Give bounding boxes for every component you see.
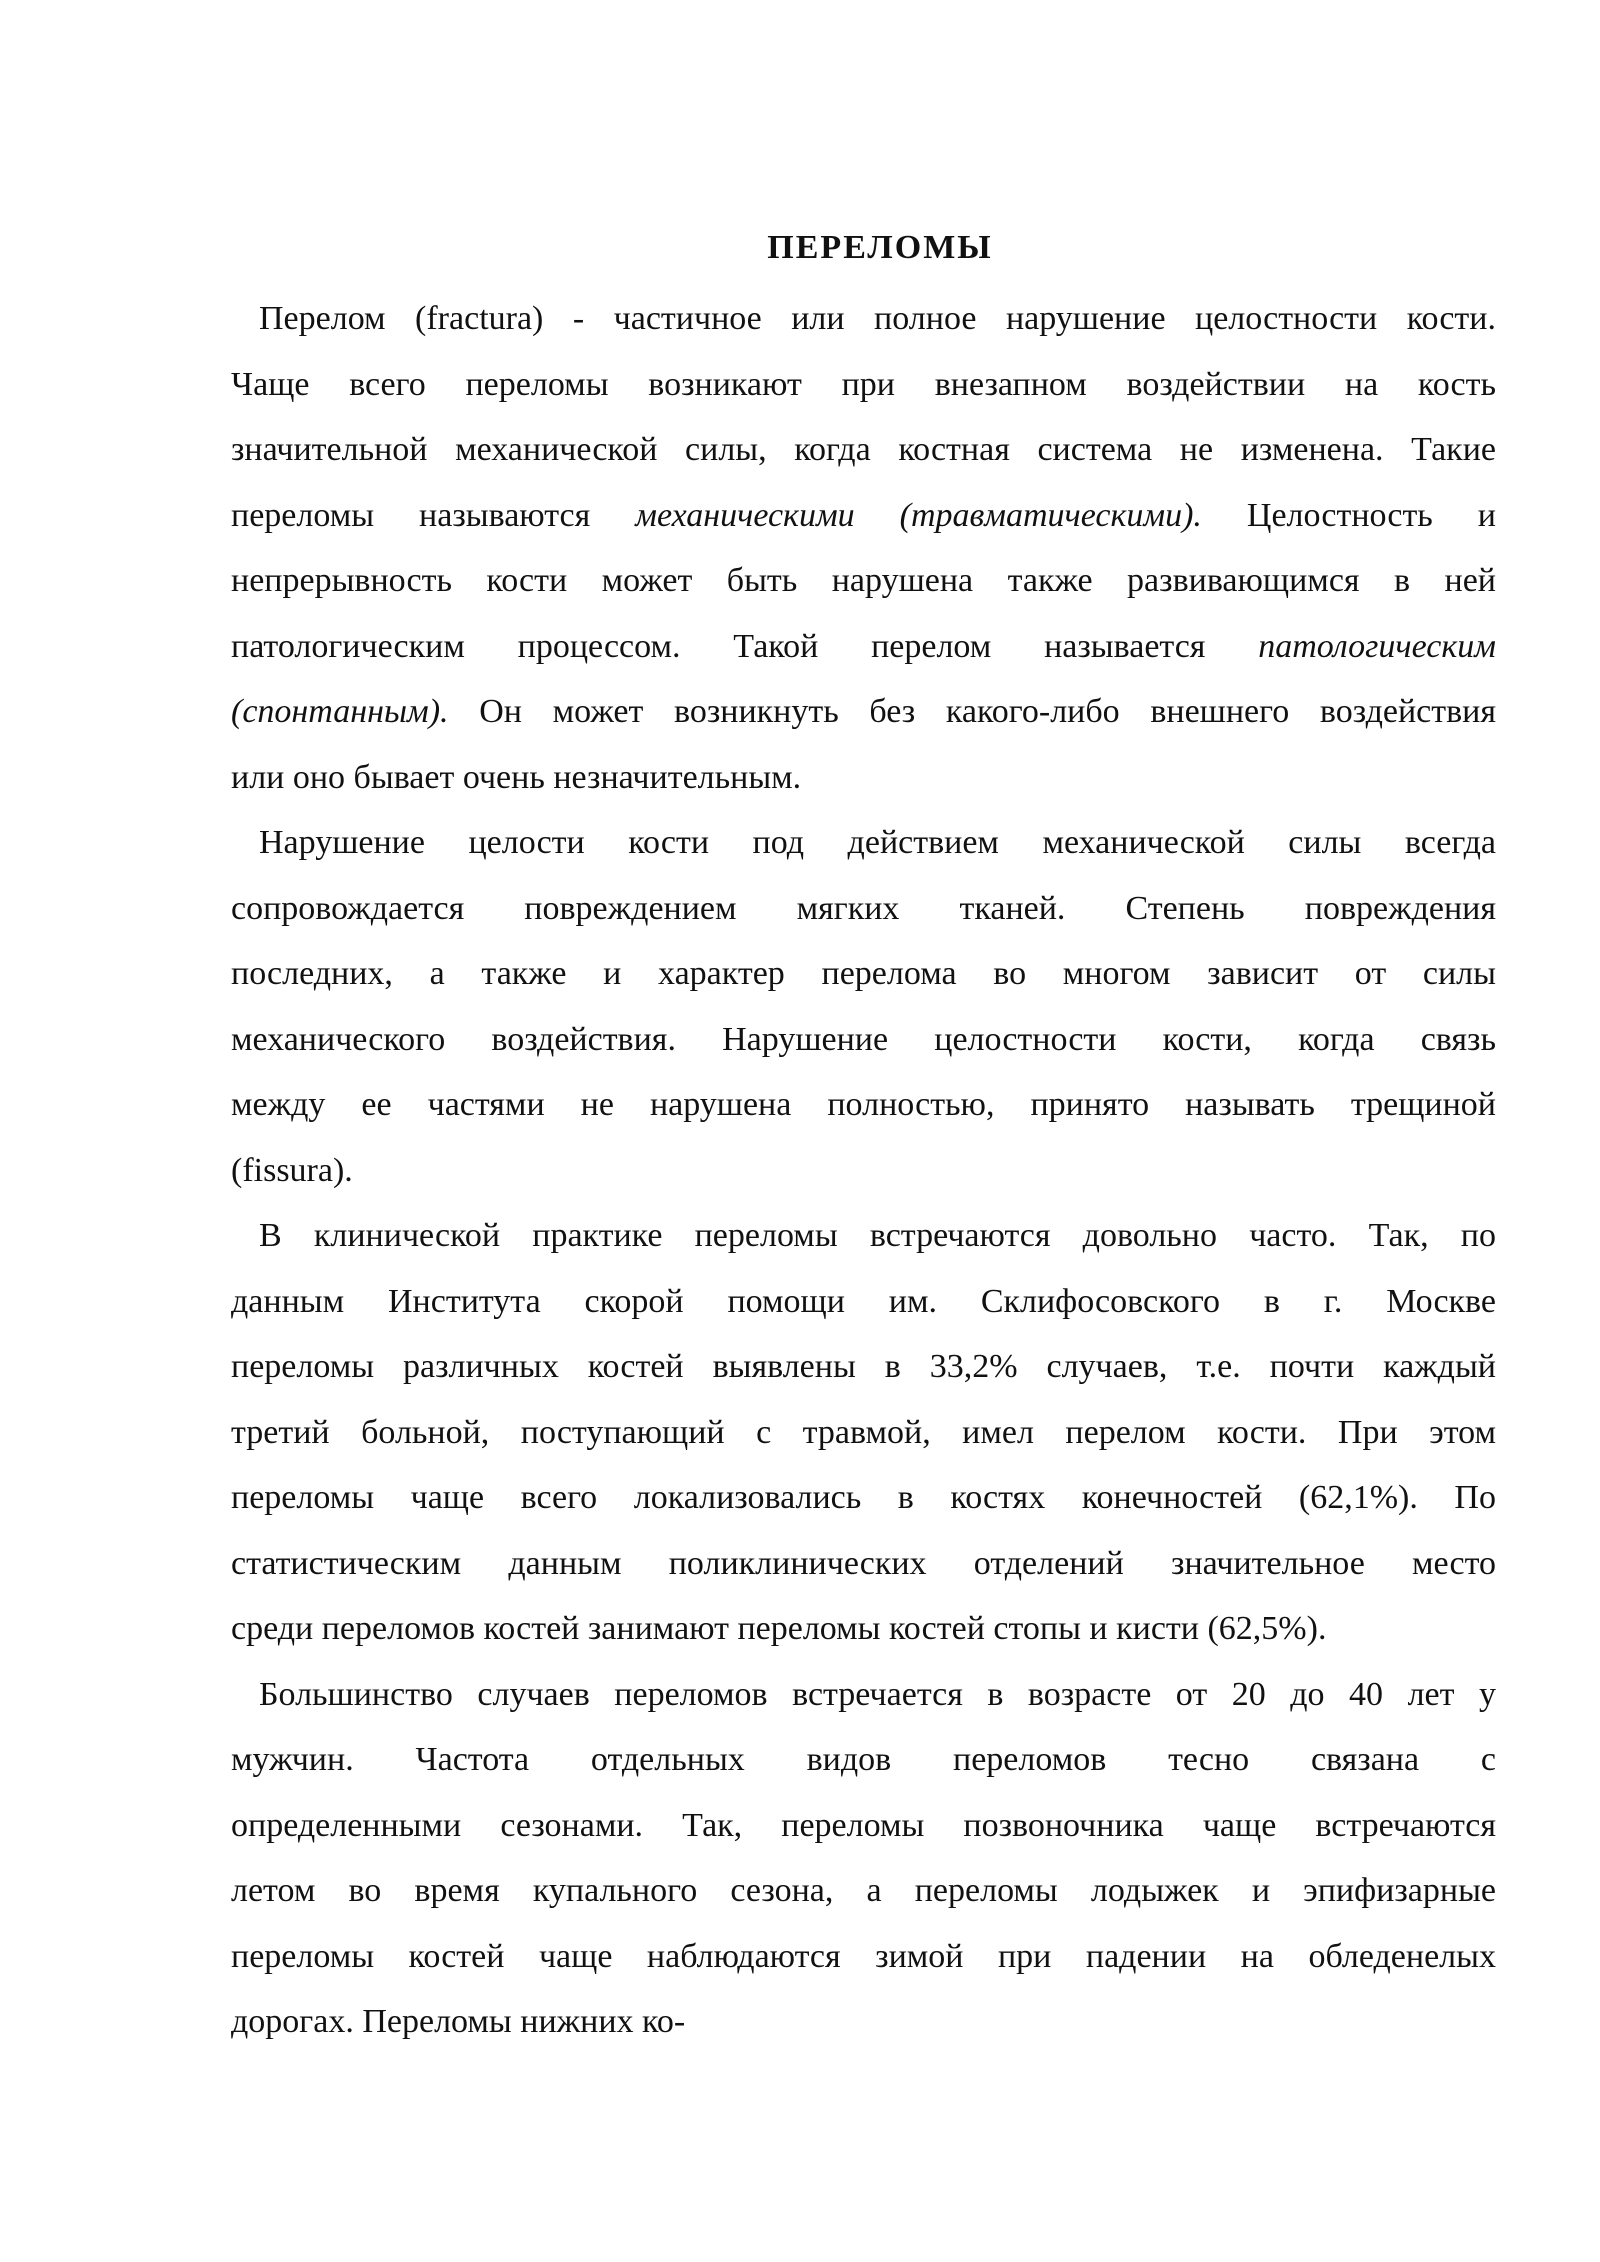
text-segment: патологическим процессом. Такой перелом называется (231, 627, 1259, 665)
text-segment: В клинической практике переломы встречаются довольно часто. Так, по (259, 1217, 1496, 1254)
text-line (231, 1072, 1496, 1138)
text-line (231, 286, 1496, 352)
text-segment: (fissura). (231, 1151, 353, 1189)
text-segment: или оно бывает очень незначительным. (231, 758, 802, 796)
text-line (231, 1727, 1496, 1793)
text-line (231, 1138, 1496, 1204)
text-segment: третий больной, поступающий с травмой, имел перелом кости. При этом (231, 1413, 1496, 1451)
text-segment: значительной механической силы, когда костная система не изменена. Такие (231, 431, 1496, 468)
text-line (231, 1400, 1496, 1466)
text-line (231, 1662, 1496, 1728)
text-line (231, 876, 1496, 942)
text-segment: дорогах. Переломы нижних ко- (231, 2003, 686, 2040)
text-segment: переломы называются (231, 496, 636, 534)
text-line (231, 810, 1496, 876)
text-segment: статистическим данным поликлинических отделений значительное место (231, 1544, 1496, 1582)
text-line (231, 941, 1496, 1007)
text-segment: Перелом (fractura) - частичное или полное нарушение целостности кости. (259, 300, 1496, 337)
text-line (231, 1334, 1496, 1400)
text-line (231, 483, 1496, 549)
text-segment: Чаще всего переломы возникают при внезапном воздействии на кость (231, 365, 1496, 403)
text-line (231, 679, 1496, 745)
text-segment: летом во время купального сезона, а переломы лодыжек и эпифизарные (231, 1872, 1496, 1909)
text-segment: механического воздействия. Нарушение целостности кости, когда связь (231, 1020, 1496, 1058)
text-line (231, 1203, 1496, 1269)
text-line (231, 1793, 1496, 1859)
italic-text-segment: патологическим (1258, 627, 1496, 665)
text-segment: Большинство случаев переломов встречается в возрасте от 20 до 40 лет у (259, 1675, 1496, 1713)
text-segment: переломы чаще всего локализовались в костях конечностей (62,1%). По (231, 1479, 1496, 1516)
italic-text-segment: механическими (травматическими). (635, 496, 1202, 534)
document-title: ПЕРЕЛОМЫ (767, 229, 993, 266)
text-line (231, 1269, 1496, 1335)
document-body (231, 286, 1496, 2055)
text-segment: Он может возникнуть без какого-либо внешнего воздействия (448, 693, 1496, 730)
text-line (231, 1924, 1496, 1990)
text-line (231, 1531, 1496, 1597)
text-line (231, 352, 1496, 418)
text-line (231, 1858, 1496, 1924)
text-line (231, 1989, 1496, 2055)
text-segment: переломы различных костей выявлены в 33,2% случаев, т.е. почти каждый (231, 1348, 1496, 1385)
text-segment: непрерывность кости может быть нарушена также развивающимся в ней (231, 562, 1496, 599)
text-segment: сопровождается повреждением мягких тканей. Степень повреждения (231, 889, 1496, 927)
text-segment: Нарушение целости кости под действием механической силы всегда (259, 824, 1496, 861)
text-segment: последних, а также и характер перелома во многом зависит от силы (231, 955, 1496, 992)
text-line (231, 614, 1496, 680)
text-segment: между ее частями не нарушена полностью, принято называть трещиной (231, 1086, 1496, 1123)
text-line (231, 417, 1496, 483)
italic-text-segment: (спонтанным). (231, 693, 449, 730)
text-segment: данным Института скорой помощи им. Склифосовского в г. Москве (231, 1282, 1496, 1320)
text-line (231, 1465, 1496, 1531)
text-line (231, 548, 1496, 614)
text-segment: Целостность и (1201, 496, 1496, 534)
text-segment: мужчин. Частота отдельных видов переломов тесно связана с (231, 1741, 1496, 1778)
text-line (231, 1007, 1496, 1073)
text-segment: переломы костей чаще наблюдаются зимой при падении на обледенелых (231, 1937, 1496, 1975)
text-line (231, 1596, 1496, 1662)
text-segment: определенными сезонами. Так, переломы позвоночника чаще встречаются (231, 1806, 1496, 1844)
text-segment: среди переломов костей занимают переломы костей стопы и кисти (62,5%). (231, 1610, 1327, 1647)
text-line (231, 745, 1496, 811)
